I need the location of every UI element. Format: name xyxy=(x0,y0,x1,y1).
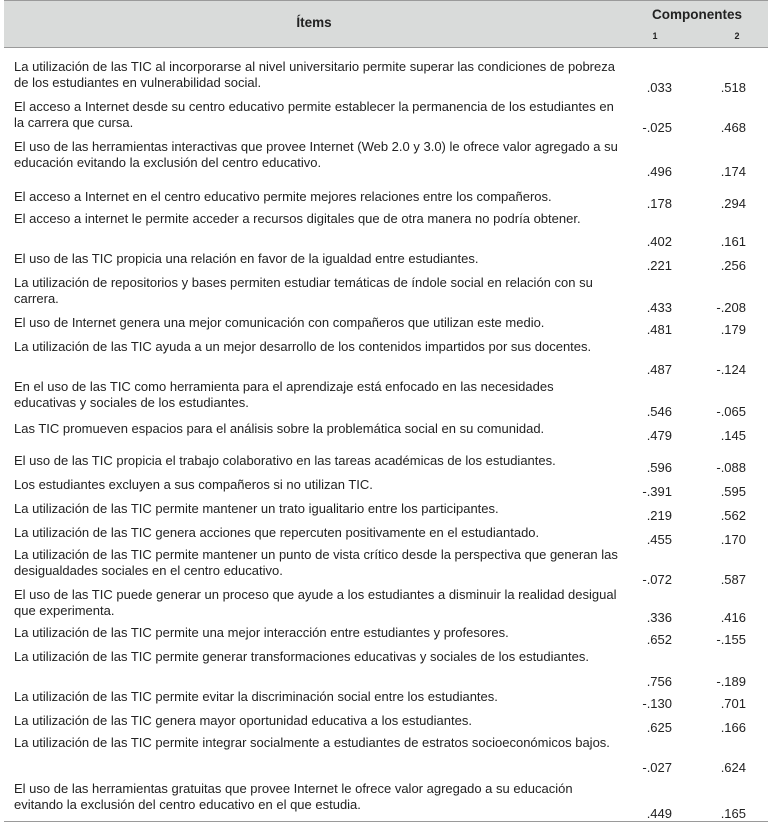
item-text: El acceso a internet le permite acceder a recursos digitales que de otra manera no podría obtener. xyxy=(14,211,581,226)
component-1-value: .652 xyxy=(646,632,672,647)
components-column-header: Componentes xyxy=(651,7,742,22)
table-row xyxy=(4,251,768,273)
component-1-value: .178 xyxy=(646,196,672,211)
component-2-value: .174 xyxy=(720,164,746,179)
component-2-value: .518 xyxy=(720,80,746,95)
factor-loadings-table xyxy=(4,0,768,821)
component-1-value: .625 xyxy=(646,720,672,735)
component-1-value: -.027 xyxy=(642,760,672,775)
component-1-value: .336 xyxy=(646,610,672,625)
component-2-value: .170 xyxy=(720,532,746,547)
item-text: El uso de las TIC propicia el trabajo colaborativo en las tareas académicas de los estudiantes. xyxy=(14,453,556,468)
component-1-value: .455 xyxy=(646,532,672,547)
component-2-value: .145 xyxy=(720,428,746,443)
component-1-value: .546 xyxy=(646,404,672,419)
table-row xyxy=(4,99,768,135)
component-1-value: .481 xyxy=(646,322,672,337)
component-1-value: .596 xyxy=(646,460,672,475)
component-2-value: .562 xyxy=(720,508,746,523)
component-1-value: -.130 xyxy=(642,696,672,711)
table-row xyxy=(4,781,768,821)
component-2-value: .468 xyxy=(720,120,746,135)
component-2-value: -.155 xyxy=(716,632,746,647)
component-1-value: .033 xyxy=(646,80,672,95)
component-1-value: .479 xyxy=(646,428,672,443)
component-1-value: .402 xyxy=(646,234,672,249)
component-1-value: .433 xyxy=(646,300,672,315)
component-2-value: .166 xyxy=(720,720,746,735)
table-row xyxy=(4,525,768,547)
item-text: El uso de las herramientas interactivas que provee Internet (Web 2.0 y 3.0) le ofrece valor agregado a su educación evitando la exclusión del centro educativo. xyxy=(14,139,618,170)
item-text: La utilización de las TIC permite generar transformaciones educativas y sociales de los estudiantes. xyxy=(14,649,589,664)
item-text: El acceso a Internet desde su centro educativo permite establecer la permanencia de los estudiantes en la carrera que cursa. xyxy=(14,99,614,130)
component-2-header: 2 xyxy=(734,31,740,41)
table-row xyxy=(4,59,768,95)
table-row xyxy=(4,649,768,689)
item-text: La utilización de las TIC permite mantener un trato igualitario entre los participantes. xyxy=(14,501,499,516)
table-row xyxy=(4,501,768,523)
component-2-value: .587 xyxy=(720,572,746,587)
table-row xyxy=(4,735,768,775)
table-row xyxy=(4,339,768,377)
component-1-value: -.391 xyxy=(642,484,672,499)
item-text: La utilización de las TIC permite una mejor interacción entre estudiantes y profesores. xyxy=(14,625,509,640)
item-text: La utilización de las TIC al incorporarse al nivel universitario permite superar las condiciones de pobreza de los estudiantes en vulnerabilidad social. xyxy=(14,59,615,90)
component-2-value: .165 xyxy=(720,806,746,821)
item-text: La utilización de las TIC permite mantener un punto de vista crítico desde la perspectiva que generan las desigualdades sociales en el centro educativo. xyxy=(14,547,618,578)
component-2-value: .416 xyxy=(720,610,746,625)
item-text: El acceso a Internet en el centro educativo permite mejores relaciones entre los compañeros. xyxy=(14,189,552,204)
component-2-value: .624 xyxy=(720,760,746,775)
table-row xyxy=(4,275,768,315)
items-column-header: Ítems xyxy=(296,15,332,30)
component-2-value: .701 xyxy=(720,696,746,711)
component-2-value: -.124 xyxy=(716,362,746,377)
component-1-value: .449 xyxy=(646,806,672,821)
table-row xyxy=(4,587,768,625)
table-row xyxy=(4,379,768,419)
item-text: La utilización de las TIC permite integrar socialmente a estudiantes de estratos socioeconómicos bajos. xyxy=(14,735,610,750)
component-1-header: 1 xyxy=(652,31,658,41)
component-2-value: -.208 xyxy=(716,300,746,315)
component-1-value: .219 xyxy=(646,508,672,523)
table-row xyxy=(4,713,768,735)
table-row xyxy=(4,211,768,249)
table-row xyxy=(4,477,768,499)
component-2-value: .161 xyxy=(720,234,746,249)
component-2-value: .179 xyxy=(720,322,746,337)
component-1-value: -.025 xyxy=(642,120,672,135)
table-row xyxy=(4,625,768,647)
table-row xyxy=(4,189,768,211)
component-2-value: .294 xyxy=(720,196,746,211)
component-2-value: -.088 xyxy=(716,460,746,475)
component-2-value: .595 xyxy=(720,484,746,499)
item-text: La utilización de las TIC genera acciones que repercuten positivamente en el estudiantado. xyxy=(14,525,540,540)
component-2-value: -.189 xyxy=(716,674,746,689)
item-text: El uso de Internet genera una mejor comunicación con compañeros que utilizan este medio. xyxy=(14,315,545,330)
item-text: El uso de las herramientas gratuitas que provee Internet le ofrece valor agregado a su educación evitando la exclusión del centro educativo en el que estudia. xyxy=(14,781,573,812)
table-row xyxy=(4,139,768,179)
item-text: Las TIC promueven espacios para el análisis sobre la problemática social en su comunidad. xyxy=(14,421,545,436)
component-1-value: -.072 xyxy=(642,572,672,587)
item-text: El uso de las TIC propicia una relación en favor de la igualdad entre estudiantes. xyxy=(14,251,479,266)
item-text: La utilización de las TIC genera mayor oportunidad educativa a los estudiantes. xyxy=(14,713,472,728)
table-row xyxy=(4,547,768,587)
item-text: Los estudiantes excluyen a sus compañeros si no utilizan TIC. xyxy=(14,477,373,492)
item-text: En el uso de las TIC como herramienta para el aprendizaje está enfocado en las necesidades educativas y sociales de los estudiantes. xyxy=(14,379,554,410)
component-1-value: .496 xyxy=(646,164,672,179)
table-row xyxy=(4,421,768,443)
table-row xyxy=(4,689,768,711)
component-2-value: -.065 xyxy=(716,404,746,419)
component-2-value: .256 xyxy=(720,258,746,273)
item-text: La utilización de repositorios y bases permiten estudiar temáticas de índole social en relación con su carrera. xyxy=(14,275,593,306)
table-row xyxy=(4,453,768,475)
table-row xyxy=(4,315,768,337)
component-1-value: .756 xyxy=(646,674,672,689)
component-1-value: .221 xyxy=(646,258,672,273)
component-1-value: .487 xyxy=(646,362,672,377)
item-text: La utilización de las TIC ayuda a un mejor desarrollo de los contenidos impartidos por sus docentes. xyxy=(14,339,592,354)
table-header xyxy=(4,0,768,48)
item-text: El uso de las TIC puede generar un proceso que ayude a los estudiantes a disminuir la realidad desigual que experimenta. xyxy=(14,587,617,618)
item-text: La utilización de las TIC permite evitar la discriminación social entre los estudiantes. xyxy=(14,689,498,704)
